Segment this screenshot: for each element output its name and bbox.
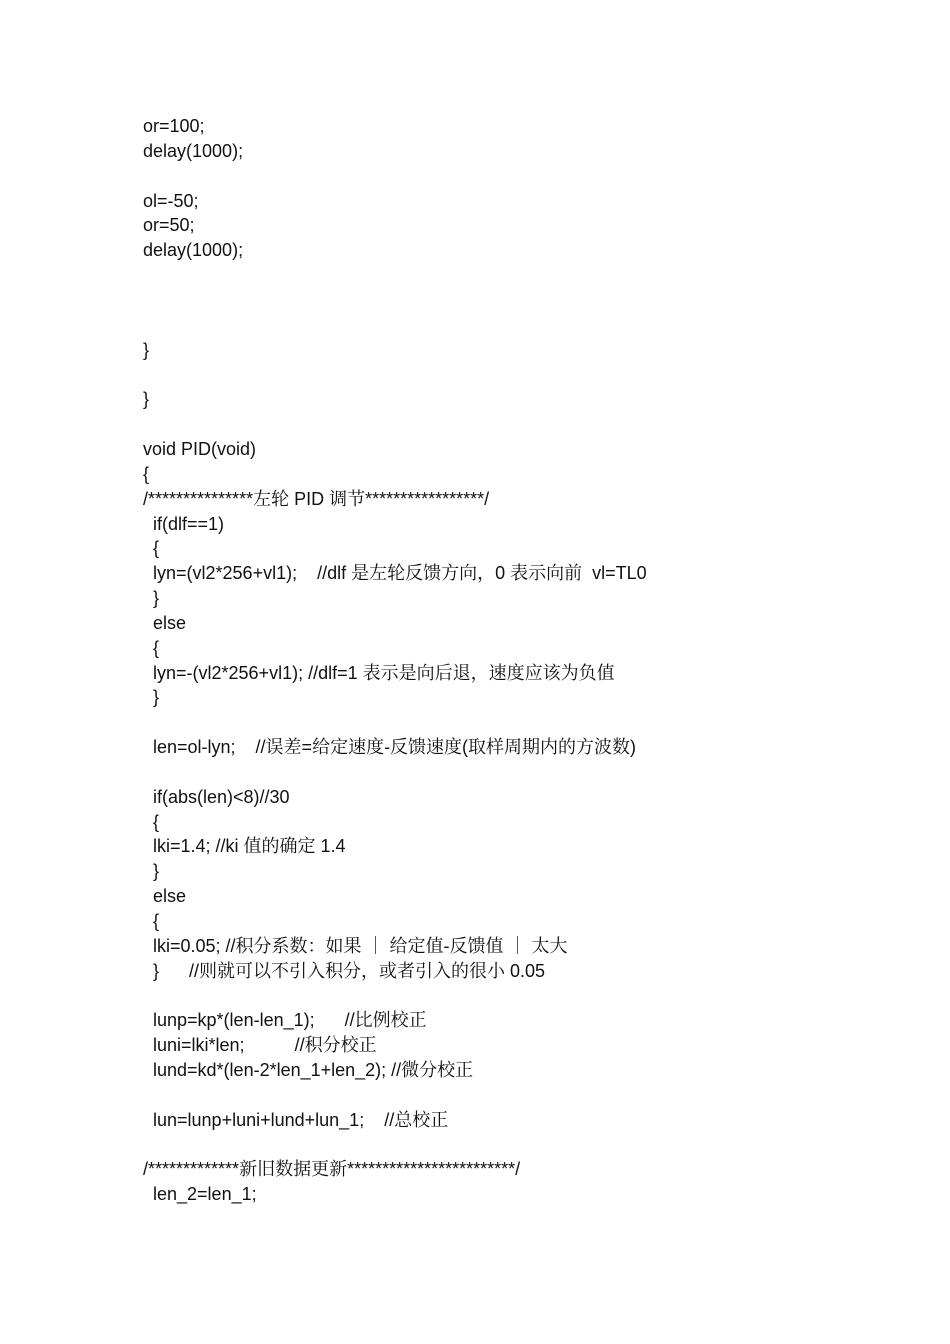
code-line: lunp=kp*(len-len_1); //比例校正 [143, 1010, 427, 1031]
code-line [143, 263, 647, 288]
code-line [143, 313, 647, 338]
code-line [143, 412, 647, 437]
code-line [143, 984, 647, 1009]
code-line: { [143, 463, 150, 484]
code-line [143, 760, 647, 785]
code-line: lund=kd*(len-2*len_1+len_2); //微分校正 [143, 1060, 474, 1081]
code-line: delay(1000); [143, 240, 244, 261]
code-line: void PID(void) [143, 438, 257, 459]
code-line: } //则就可以不引入积分，或者引入的很小 0.05 [143, 960, 546, 981]
code-line [143, 164, 647, 189]
code-line: else [143, 886, 187, 907]
code-line: { [143, 811, 160, 832]
code-line: } [143, 588, 160, 609]
code-line: } [143, 389, 150, 410]
code-listing [143, 114, 647, 1207]
code-line: if(dlf==1) [143, 513, 225, 534]
code-line [143, 1133, 647, 1158]
code-line: lun=lunp+luni+lund+lun_1; //总校正 [143, 1109, 449, 1130]
code-line: lki=0.05; //积分系数：如果 ｜ 给定值-反馈值 ｜ 太大 [143, 935, 568, 956]
code-line: ol=-50; [143, 190, 199, 211]
code-line [143, 1083, 647, 1108]
code-line: len=ol-lyn; //误差=给定速度-反馈速度(取样周期内的方波数) [143, 737, 637, 758]
code-line: } [143, 339, 150, 360]
code-line: luni=lki*len; //积分校正 [143, 1035, 377, 1056]
code-line: if(abs(len)<8)//30 [143, 786, 290, 807]
code-line: lyn=(vl2*256+vl1); //dlf 是左轮反馈方向，0 表示向前 vl=TL0 [143, 563, 647, 584]
code-line [143, 362, 647, 387]
code-line: lki=1.4; //ki 值的确定 1.4 [143, 836, 346, 857]
code-line: lyn=-(vl2*256+vl1); //dlf=1 表示是向后退，速度应该为负值 [143, 662, 615, 683]
code-line: delay(1000); [143, 140, 244, 161]
code-line: { [143, 538, 160, 559]
code-line: } [143, 861, 160, 882]
code-line: { [143, 637, 160, 658]
code-line: or=50; [143, 215, 195, 236]
code-line: } [143, 687, 160, 708]
code-line: else [143, 612, 187, 633]
code-line: /*************新旧数据更新************************/ [143, 1159, 521, 1180]
code-line: { [143, 911, 160, 931]
code-line [143, 710, 647, 735]
code-line: or=100; [143, 116, 205, 136]
code-line: /***************左轮 PID 调节*****************/ [143, 488, 490, 509]
code-line: len_2=len_1; [143, 1184, 257, 1205]
code-line [143, 288, 647, 313]
